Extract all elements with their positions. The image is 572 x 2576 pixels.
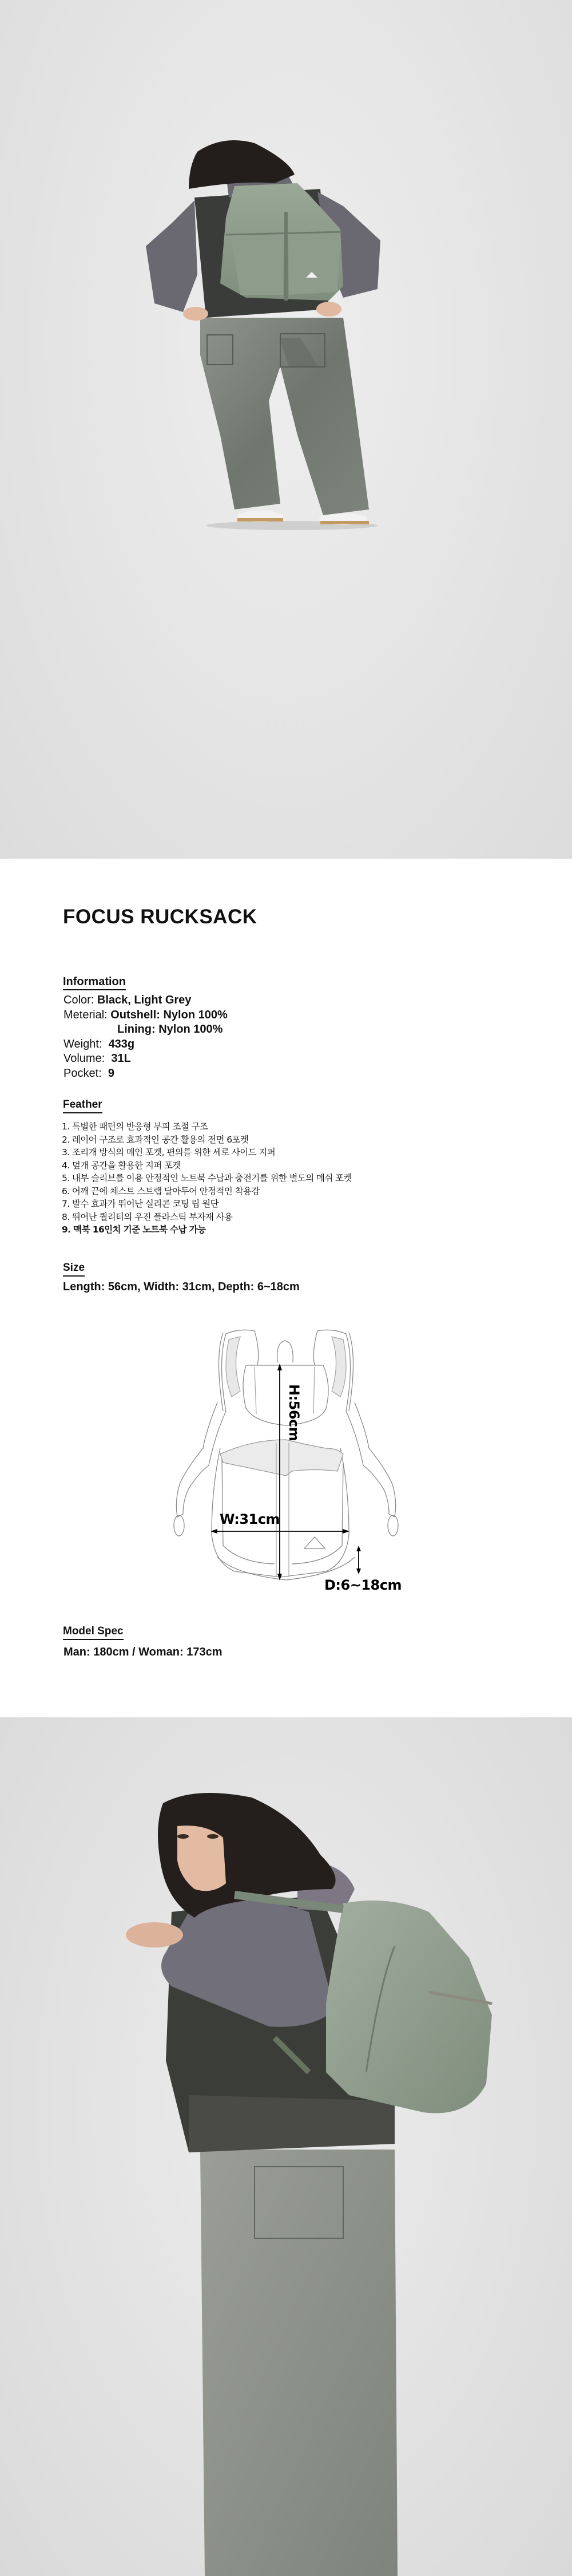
product-title: FOCUS RUCKSACK [63,906,257,928]
info-row-lining [63,1022,228,1037]
model-back-illustration [0,0,572,859]
info-label: Weight: [63,1037,109,1050]
feature-item: 6. 어깨 끈에 체스트 스트랩 달아두어 안정적인 착용감 [62,1186,260,1196]
feature-item: 7. 발수 효과가 뛰어난 실리콘 코팅 립 원단 [62,1199,219,1209]
feature-item: 4. 덮개 공간을 활용한 지퍼 포켓 [62,1160,181,1171]
info-row-material [63,1008,228,1023]
feature-item: 3. 조리개 방식의 메인 포켓, 편의를 위한 세로 사이드 지퍼 [62,1147,276,1157]
product-photo-side-view [0,1717,572,2576]
feature-item: 2. 레이어 구조로 효과적인 공간 활용의 전면 6포켓 [62,1134,249,1145]
width-label: W:31cm [220,1511,280,1527]
info-row-volume [63,1052,228,1066]
info-row-weight [63,1037,228,1052]
info-row-color [63,993,228,1008]
model-side-illustration [0,1717,572,2576]
model-spec-text: Man: 180cm / Woman: 173cm [63,1646,223,1658]
feature-item: 1. 특별한 패턴의 반응형 부피 조절 구조 [62,1121,208,1132]
info-label: Color: [63,994,97,1006]
product-photo-back-view [0,0,572,859]
feature-list [62,1120,352,1236]
info-value: 9 [108,1066,114,1080]
size-dimensions: Length: 56cm, Width: 31cm, Depth: 6~18cm [63,1281,300,1293]
information-list [63,993,228,1081]
feature-item: 8. 뛰어난 퀄리티의 우진 플라스틱 부자재 사용 [62,1211,233,1222]
info-label: Volume: [63,1052,112,1065]
backpack-size-diagram [154,1317,429,1591]
information-heading: Information [63,975,126,990]
info-row-pocket [63,1066,228,1081]
dimension-arrows-icon [154,1317,429,1591]
info-value: Outshell: Nylon 100% [110,1008,228,1021]
height-label: H:56cm [286,1384,302,1441]
info-value: Lining: Nylon 100% [117,1023,223,1036]
feature-item-highlight: 9. 맥북 16인치 기준 노트북 수납 가능 [62,1224,206,1235]
info-label: Pocket: [63,1066,108,1080]
info-label: Meterial: [63,1008,111,1021]
feature-item: 5. 내부 슬리브를 이용 안정적인 노트북 수납과 충전기를 위한 별도의 메쉬 포켓 [62,1173,352,1183]
size-heading: Size [63,1261,85,1277]
info-value: 31L [111,1052,131,1065]
model-spec-heading: Model Spec [63,1625,124,1640]
feather-heading: Feather [63,1098,102,1113]
info-value: Black, Light Grey [97,994,192,1006]
depth-label: D:6~18cm [324,1577,402,1593]
info-value: 433g [108,1037,135,1050]
